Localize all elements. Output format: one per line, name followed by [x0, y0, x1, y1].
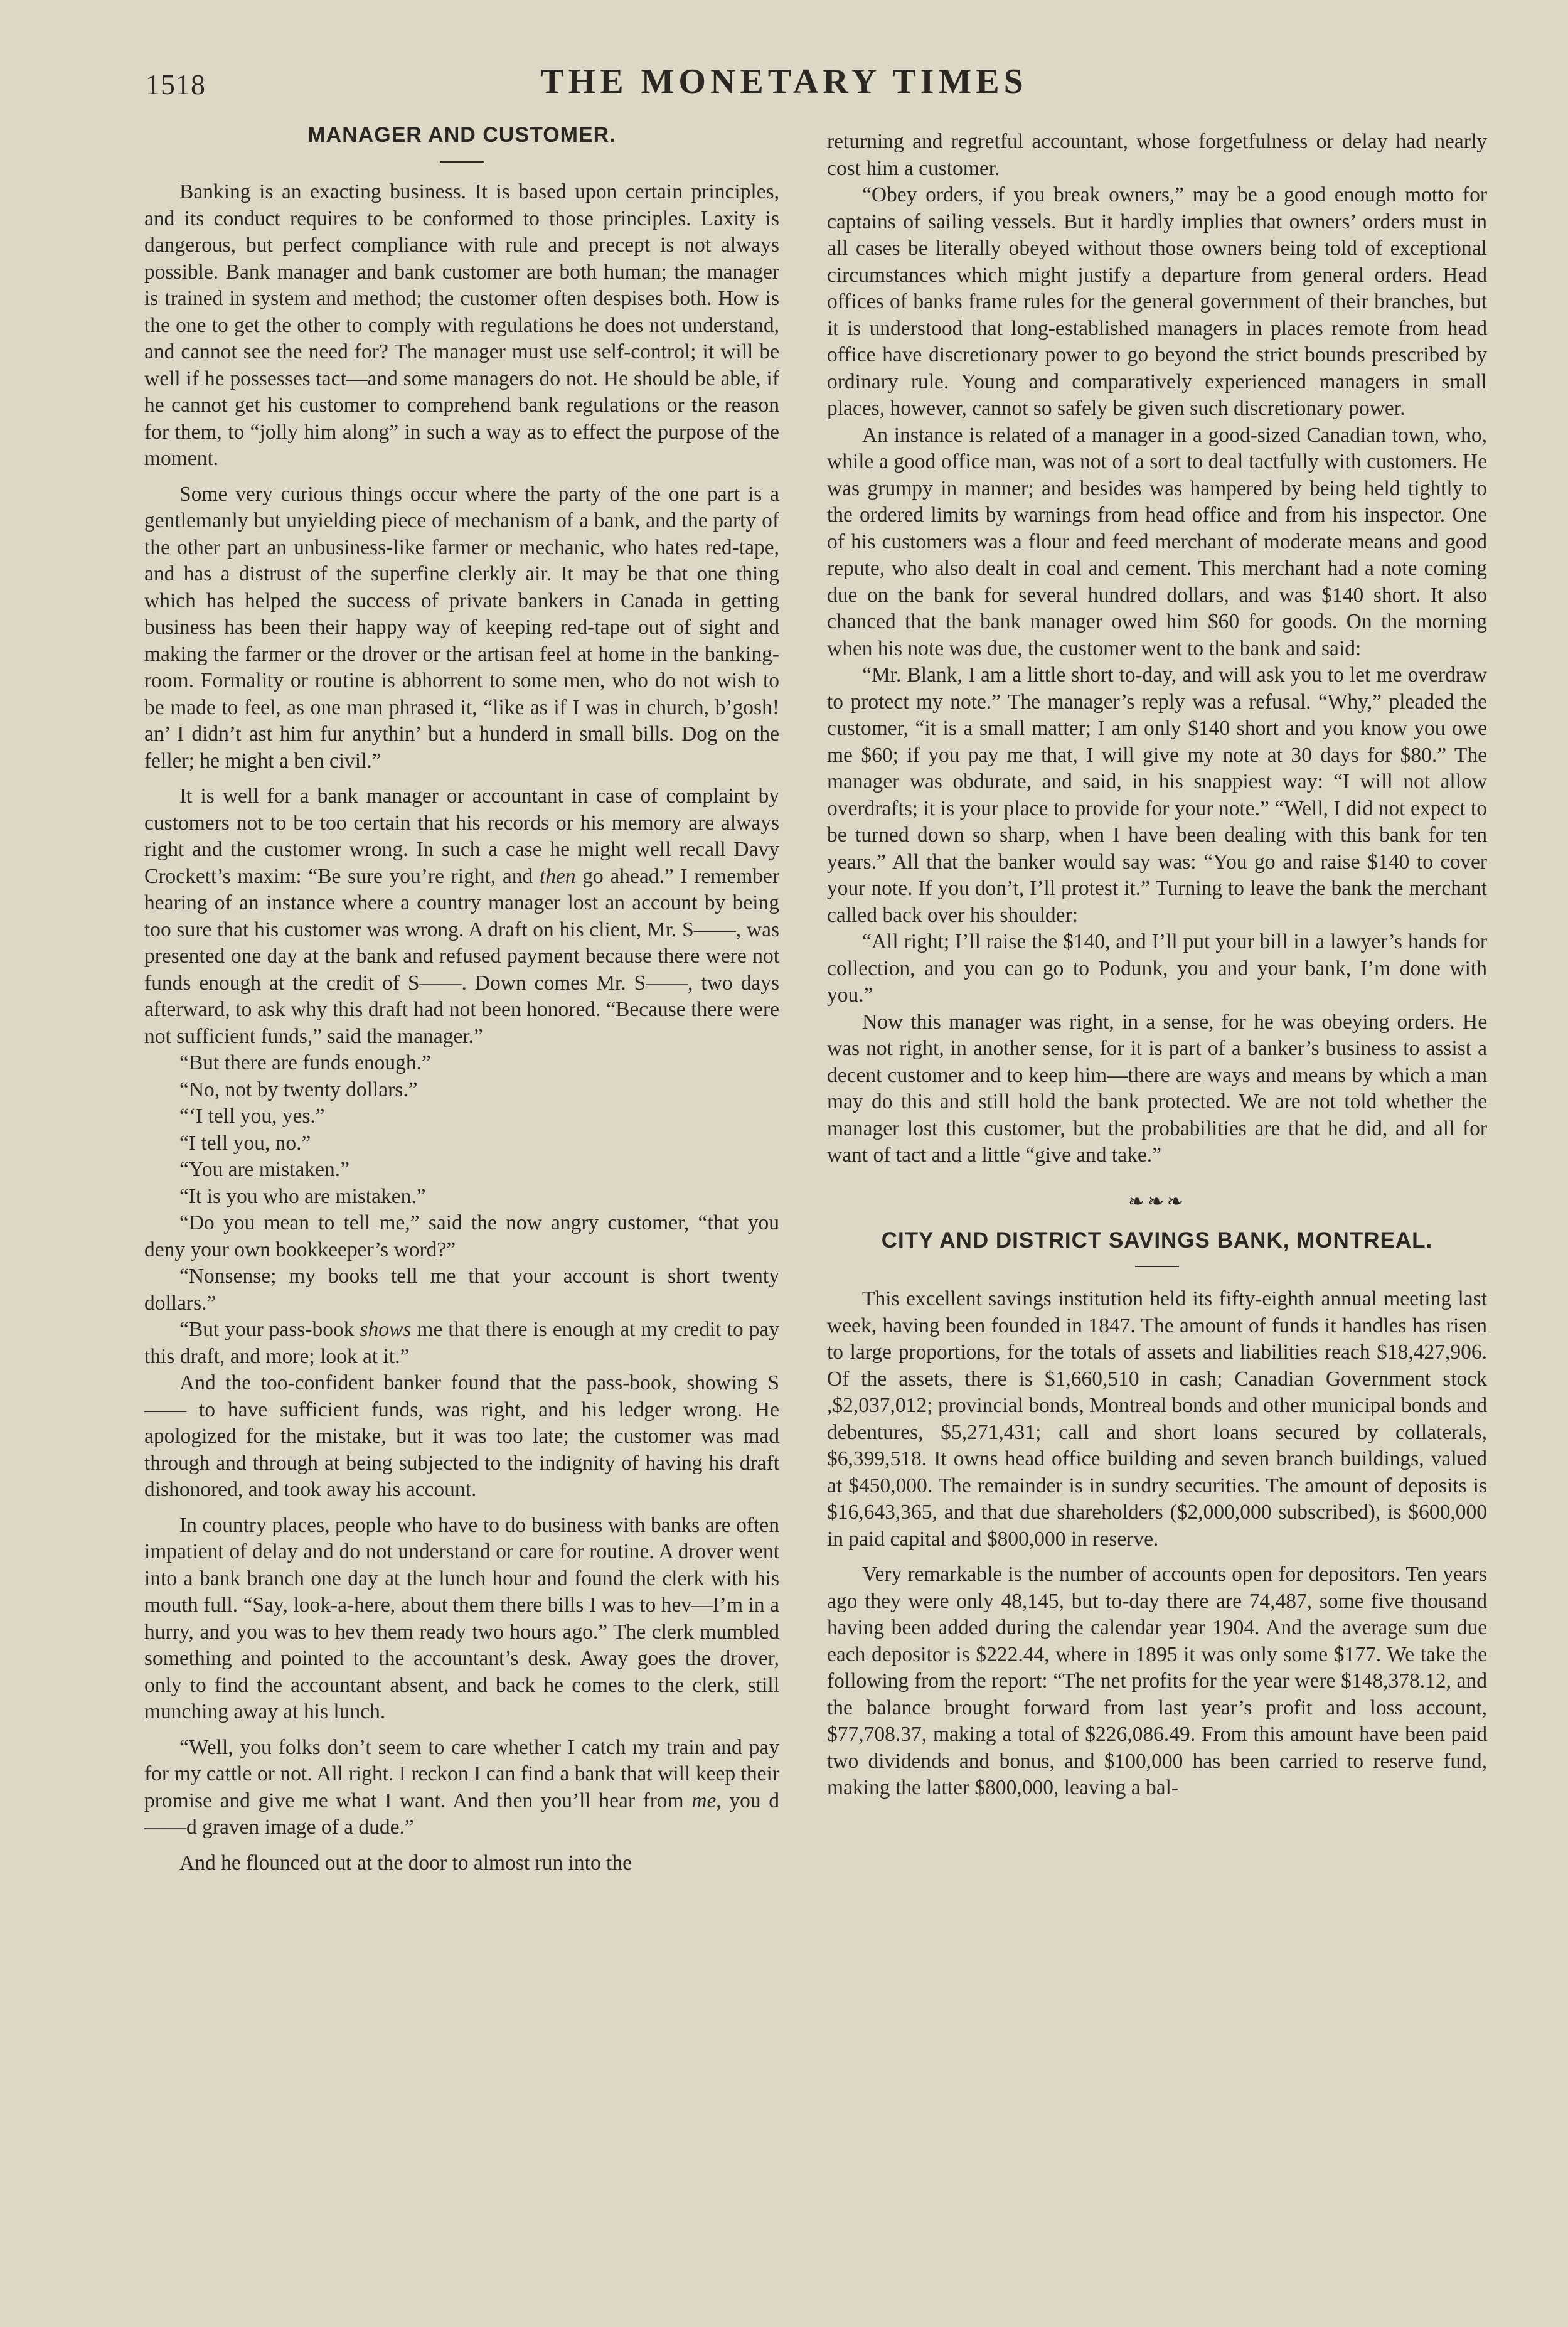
dialogue-line: “No, not by twenty dollars.”: [179, 1078, 418, 1101]
dialogue-line: “‘I tell you, yes.”: [179, 1105, 325, 1128]
paragraph: [144, 783, 779, 1050]
paragraph: Some very curious things occur where the party of the one part is a gentlemanly but unyielding piece of mechanism of a bank, and the party of the other part an unbusiness-like farmer or mechanic, who hates red-tape, and has a distrust of the superfine clerkly air. It may be that one thing which has helped the success of private bankers in Canada in getting business has been their happy way of keeping red-tape out of sight and making the farmer or the drover or the artisan feel at home in the banking-room. Formality or routine is abhorrent to some men, who do not wish to be made to feel, as one man phrased it, “like as if I was in church, b’gosh! an’ I didn’t ast him fur anythin’ but a hunderd in small bills. Dog on the feller; he might a ben civil.”: [144, 482, 779, 773]
dialogue-line: “Do you mean to tell me,” said the now angry customer, “that you deny your own bookkeeper’s word?”: [144, 1211, 779, 1261]
paragraph: Very remarkable is the number of accounts open for depositors. Ten years ago they were only 48,145, but to-day there are 74,487, some five thousand having been added during the calendar year 1904. And the average sum due each depositor is $222.44, where in 1895 it was only some $177. We take the following from the report: “The net profits for the year were $148,378.12, and the balance brought forward from last year’s profit and loss account, $77,708.37, making a total of $226,086.49. From this amount have been paid two dividends and bonus, and $100,000 has been carried to reserve fund, making the latter $800,000, leaving a bal-: [827, 1563, 1487, 1799]
italic-text: me: [691, 1789, 717, 1812]
title-rule: [440, 161, 484, 163]
dialogue-line: “Nonsense; my books tell me that your account is short twenty dollars.”: [144, 1265, 779, 1315]
dialogue-line: “But there are funds enough.”: [179, 1051, 431, 1074]
text-run: go ahead.” I remember hearing of an instance where a country manager lost an account by being too sure that his customer was wrong. A draft on his client, Mr. S——, was presented one day at the bank and refused payment because there were not funds enough at the credit of S——. Down comes Mr. S——, two days afterward, to ask why this draft had not been honored. “Because there were not sufficient funds,” said the manager.”: [144, 864, 779, 1048]
paragraph: [144, 1735, 779, 1841]
text-run: “But your pass-book: [179, 1318, 360, 1341]
paragraph: “All right; I’ll raise the $140, and I’ll put your bill in a lawyer’s hands for collection, and you can go to Podunk, you and your bank, I’m done with you.”: [827, 930, 1487, 1007]
page-number: 1518: [146, 68, 206, 100]
left-column: [144, 122, 779, 1876]
right-column: [827, 129, 1487, 1802]
paragraph: “Mr. Blank, I am a little short to-day, and will ask you to let me overdraw to protect my note.” The manager’s reply was a refusal. “Why,” pleaded the customer, “it is a small matter; I am only $140 short and you know you owe me $60; if you pay me that, I will give my note at 30 days for $80.” The manager was obdurate, and said, in his snappiest way: “I will not allow overdrafts; it is your place to provide for your note.” “Well, I did not expect to be turned down so sharp, when I have been dealing with this bank for ten years.” All that the banker would say was: “You go and raise $140 to cover your note. If you don’t, I’ll protest it.” Turning to leave the bank the merchant called back over his shoulder:: [827, 663, 1487, 927]
paragraph: “Obey orders, if you break owners,” may be a good enough motto for captains of sailing vessels. But it hardly implies that owners’ orders must in all cases be literally obeyed without those owners being told of exceptional circumstances which might justify a departure from general orders. Head offices of banks frame rules for the general government of their branches, but it is understood that long-established managers in places remote from head office have discretionary power to go beyond the strict bounds prescribed by ordinary rule. Young and comparatively experienced managers in small places, however, cannot so safely be given such discretionary power.: [827, 183, 1487, 420]
masthead: THE MONETARY TIMES: [540, 62, 1028, 101]
paragraph: In country places, people who have to do business with banks are often impatient of delay and do not understand or care for routine. A drover went into a bank branch one day at the lunch hour and found the clerk with his mouth full. “Say, look-a-here, about them there bills I was to hev—I’m in a hurry, and you was to hev them ready two hours ago.” The clerk mumbled something and pointed to the accountant’s desk. Away goes the drover, only to find the accountant absent, and back he comes to the clerk, still munching away at his lunch.: [144, 1513, 779, 1723]
paragraph-continued: returning and regretful accountant, whose forgetfulness or delay had nearly cost him a customer.: [827, 130, 1487, 180]
paragraph: And he flounced out at the door to almost run into the: [179, 1851, 632, 1875]
text-run: , you d——d graven image of a dude.”: [144, 1789, 779, 1839]
paragraph: And the too-confident banker found that the pass-book, showing S—— to have sufficient funds, was right, and his ledger wrong. He apologized for the mistake, but it was too late; the customer was mad through and through at being subjected to the indignity of having his draft dishonored, and took away his account.: [144, 1371, 779, 1501]
section-ornament: ❧❧❧: [1128, 1189, 1187, 1212]
italic-text: shows: [360, 1318, 412, 1341]
dialogue-line: [144, 1317, 779, 1370]
paragraph: Banking is an exacting business. It is based upon certain principles, and its conduct requires to be conformed to those principles. Laxity is dangerous, but perfect compliance with rule and precept is not always possible. Bank manager and bank customer are both human; the manager is trained in system and method; the customer often despises both. How is the one to get the other to comply with regulations he does not understand, and cannot see the need for? The manager must use self-control; it will be well if he possesses tact—and some managers do not. He should be able, if he cannot get his customer to comprehend bank regulations or the reason for them, to “jolly him along” in such a way as to effect the purpose of the moment.: [144, 180, 779, 470]
article-title-savings-bank: CITY AND DISTRICT SAVINGS BANK, MONTREAL.: [881, 1228, 1433, 1253]
dialogue-line: “It is you who are mistaken.”: [179, 1184, 426, 1208]
text-run: me that there is enough at my credit to pay this draft, and more; look at it.”: [144, 1318, 779, 1368]
article-title-manager-and-customer: MANAGER AND CUSTOMER.: [307, 123, 616, 147]
text-run: “Well, you folks don’t seem to care whether I catch my train and pay for my cattle or not. All right. I reckon I can find a bank that will keep their promise and give me what I want. And then you’ll hear from: [144, 1735, 779, 1812]
paragraph: An instance is related of a manager in a good-sized Canadian town, who, while a good office man, was not of a sort to deal tactfully with customers. He was grumpy in manner; and besides was hampered by being held tightly to the ordered limits by warnings from head office and from his inspector. One of his customers was a flour and feed merchant of moderate means and good repute, who also dealt in coal and cement. This merchant had a note coming due on the bank for several hundred dollars, and was $140 short. It also chanced that the bank manager owed him $60 for goods. On the morning when his note was due, the customer went to the bank and said:: [827, 423, 1487, 660]
paragraph: Now this manager was right, in a sense, for he was obeying orders. He was not right, in another sense, for it is part of a banker’s business to assist a decent customer and to keep him—there are ways and means by which a man may do this and still hold the bank protected. We are not told whether the manager lost this customer, but the probabilities are that he did, and all for want of tact and a little “give and take.”: [827, 1010, 1487, 1167]
dialogue-line: “You are mistaken.”: [179, 1158, 350, 1181]
title-rule: [1135, 1266, 1179, 1267]
dialogue-line: “I tell you, no.”: [179, 1131, 311, 1155]
paragraph: This excellent savings institution held its fifty-eighth annual meeting last week, having been founded in 1847. The amount of funds it handles has risen to large proportions, for the totals of assets and liabilities reach $18,427,906. Of the assets, there is $1,660,510 in cash; Canadian Government stock ,$2,037,012; provincial bonds, Montreal bonds and other municipal bonds and debentures, $5,271,431; call and short loans secured by collaterals, $6,399,518. It owns head office building and seven branch buildings, valued at $450,000. The remainder is in sundry securities. The amount of deposits is $16,643,365, and that due shareholders ($2,000,000 subscribed), is $600,000 in paid capital and $800,000 in reserve.: [827, 1287, 1487, 1551]
text-run: It is well for a bank manager or accountant in case of complaint by customers not to be too certain that his records or his memory are always right and the customer wrong. In such a case he might well recall Davy Crockett’s maxim: “Be sure you’re right, and: [144, 784, 779, 888]
italic-text: then: [539, 864, 576, 888]
